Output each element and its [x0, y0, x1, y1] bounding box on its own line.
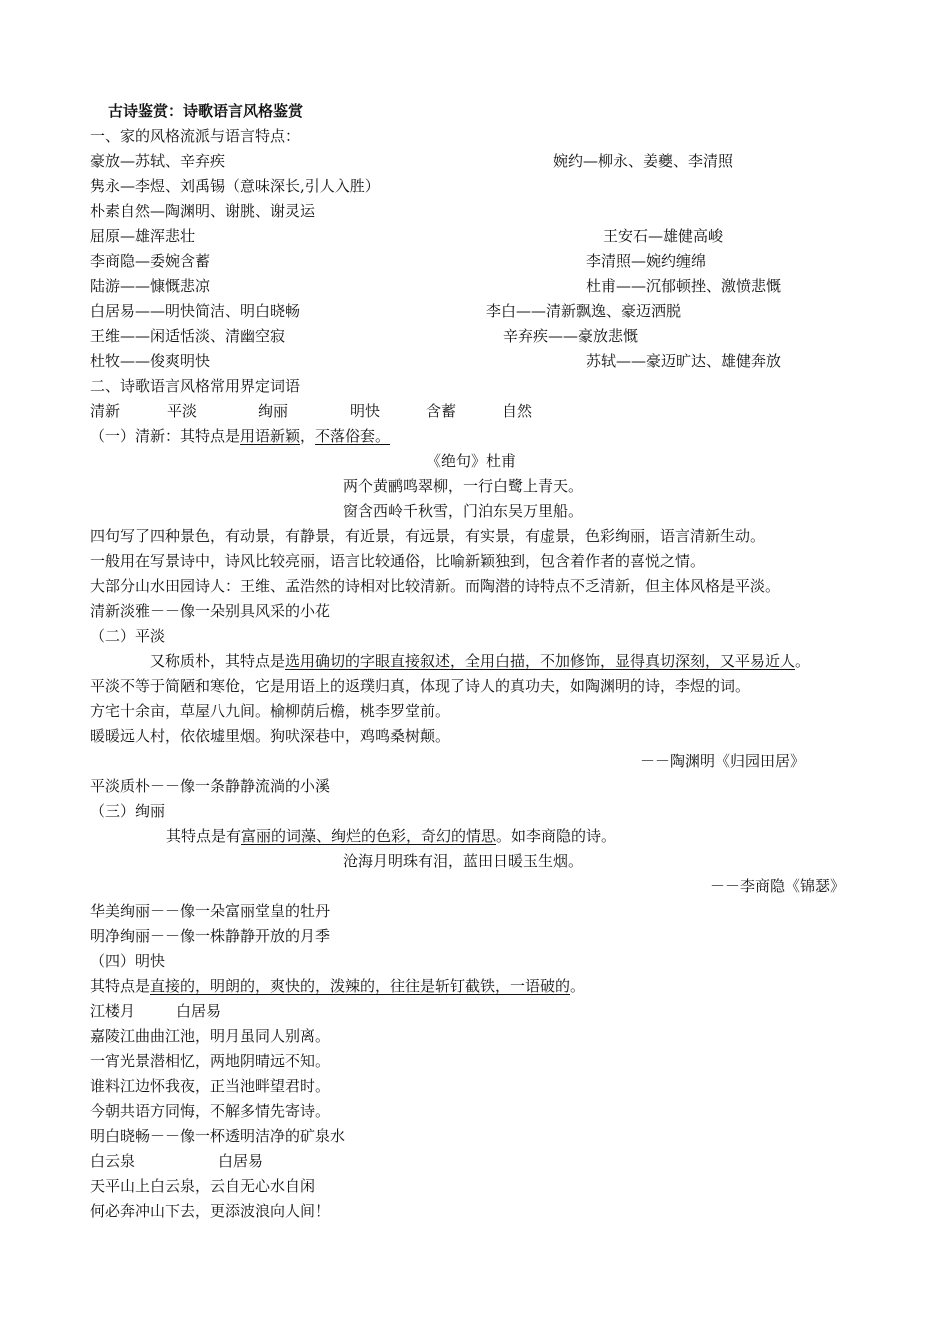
style-row-right: 李白——清新飘逸、豪迈洒脱 [486, 302, 682, 320]
underlined-text: 选用确切的字眼直接叙述，全用白描，不加修饰，显得真切深刻，又平易近人 [285, 652, 796, 670]
page-title: 古诗鉴赏：诗歌语言风格鉴赏 [108, 102, 304, 120]
body-text: 明净绚丽－－像一株静静开放的月季 [90, 927, 331, 945]
qingxin-heading [90, 426, 390, 446]
section-2-heading: 二、诗歌语言风格常用界定词语 [90, 377, 301, 395]
body-text: 平淡不等于简陋和寒伧，它是用语上的返璞归真，体现了诗人的真功夫，如陶渊明的诗，李煜的词。 [90, 677, 751, 695]
body-text: 明白晓畅－－像一杯透明洁净的矿泉水 [90, 1127, 346, 1145]
poem-line: 一宵光景潜相忆，两地阴晴远不知。 [90, 1052, 331, 1070]
xuanli-heading: （三）绚丽 [90, 802, 166, 820]
body-text: 平淡质朴－－像一条静静流淌的小溪 [90, 777, 331, 795]
poem-title: 《绝句》杜甫 [426, 452, 517, 470]
underlined-text: 不落俗套。 [315, 427, 391, 445]
pingdan-definition [150, 651, 810, 671]
body-text: 一般用在写景诗中，诗风比较亮丽，语言比较通俗，比喻新颖独到，包含着作者的喜悦之情。 [90, 552, 706, 570]
definition-text: 其特点是 [90, 977, 151, 995]
section-1-heading: 一、家的风格流派与语言特点： [90, 127, 301, 145]
style-row-right: 杜甫——沉郁顿挫、激愤悲慨 [586, 277, 782, 295]
poem-line: 方宅十余亩，草屋八九间。榆柳荫后檐，桃李罗堂前。 [90, 702, 451, 720]
style-row-right: 苏轼——豪迈旷达、雄健奔放 [586, 352, 782, 370]
style-term: 含蓄 [426, 402, 457, 420]
style-row-left: 陆游——慷慨悲凉 [90, 277, 211, 295]
definition-text: 。 [570, 977, 586, 995]
definition-text: 其特点是有 [166, 827, 242, 845]
style-row-left: 王维——闲适恬淡、清幽空寂 [90, 327, 286, 345]
style-row-left: 隽永—李煜、刘禹锡（意味深长,引人入胜） [90, 177, 380, 195]
poem-line: 何必奔冲山下去，更添波浪向人间！ [90, 1202, 331, 1220]
pingdan-heading: （二）平淡 [90, 627, 166, 645]
poem-title: 白云泉 [90, 1152, 136, 1170]
style-term: 自然 [502, 402, 533, 420]
body-text: 华美绚丽－－像一朵富丽堂皇的牡丹 [90, 902, 331, 920]
style-row-right: 辛弃疾——豪放悲慨 [503, 327, 639, 345]
style-row-right: 王安石—雄健高峻 [603, 227, 724, 245]
poem-attribution: －－陶渊明《归园田居》 [640, 752, 806, 770]
poem-line: 今朝共语方同悔，不解多情先寄诗。 [90, 1102, 331, 1120]
mingkuai-heading: （四）明快 [90, 952, 166, 970]
style-row-left: 杜牧——俊爽明快 [90, 352, 211, 370]
body-text: 大部分山水田园诗人：王维、孟浩然的诗相对比较清新。而陶潜的诗特点不乏清新，但主体风格是平淡。 [90, 577, 781, 595]
underlined-text: 直接的，明朗的，爽快的，泼辣的，往往是斩钉截铁，一语破的 [150, 977, 571, 995]
body-text: 清新淡雅－－像一朵别具风采的小花 [90, 602, 331, 620]
style-term: 清新 [90, 402, 121, 420]
xuanli-definition [166, 826, 616, 846]
style-term: 绚丽 [258, 402, 289, 420]
style-row-left: 白居易——明快简洁、明白晓畅 [90, 302, 301, 320]
poem-line: 天平山上白云泉，云自无心水自闲 [90, 1177, 316, 1195]
poem-title: 江楼月 [90, 1002, 136, 1020]
poem-line: 两个黄鹂鸣翠柳，一行白鹭上青天。 [343, 477, 584, 495]
heading-text: ， [300, 427, 316, 445]
mingkuai-definition [90, 976, 585, 996]
style-row-left: 豪放—苏轼、辛弃疾 [90, 152, 226, 170]
poem-attribution: －－李商隐《锦瑟》 [710, 877, 846, 895]
definition-text: 。如李商隐的诗。 [496, 827, 617, 845]
poem-author: 白居易 [218, 1152, 264, 1170]
poem-line: 暖暖远人村，依依墟里烟。狗吠深巷中，鸡鸣桑树颠。 [90, 727, 451, 745]
poem-line: 谁料江边怀我夜，正当池畔望君时。 [90, 1077, 331, 1095]
style-term: 明快 [350, 402, 381, 420]
style-row-left: 屈原—雄浑悲壮 [90, 227, 196, 245]
heading-text: （一）清新：其特点是 [90, 427, 241, 445]
style-row-right: 李清照—婉约缠绵 [586, 252, 707, 270]
poem-author: 白居易 [176, 1002, 222, 1020]
style-term: 平淡 [167, 402, 198, 420]
poem-line: 沧海月明珠有泪，蓝田日暖玉生烟。 [343, 852, 584, 870]
underlined-text: 富丽的词藻、绚烂的色彩，奇幻的情思 [241, 827, 497, 845]
body-text: 四句写了四种景色，有动景，有静景，有近景，有远景，有实景，有虚景，色彩绚丽，语言清新生动。 [90, 527, 766, 545]
style-row-left: 朴素自然—陶渊明、谢朓、谢灵运 [90, 202, 316, 220]
style-row-right: 婉约—柳永、姜夔、李清照 [553, 152, 734, 170]
definition-text: 又称质朴，其特点是 [150, 652, 286, 670]
underlined-text: 用语新颖 [240, 427, 301, 445]
poem-line: 窗含西岭千秋雪，门泊东吴万里船。 [343, 502, 584, 520]
poem-line: 嘉陵江曲曲江池，明月虽同人别离。 [90, 1027, 331, 1045]
style-row-left: 李商隐—委婉含蓄 [90, 252, 211, 270]
definition-text: 。 [795, 652, 811, 670]
